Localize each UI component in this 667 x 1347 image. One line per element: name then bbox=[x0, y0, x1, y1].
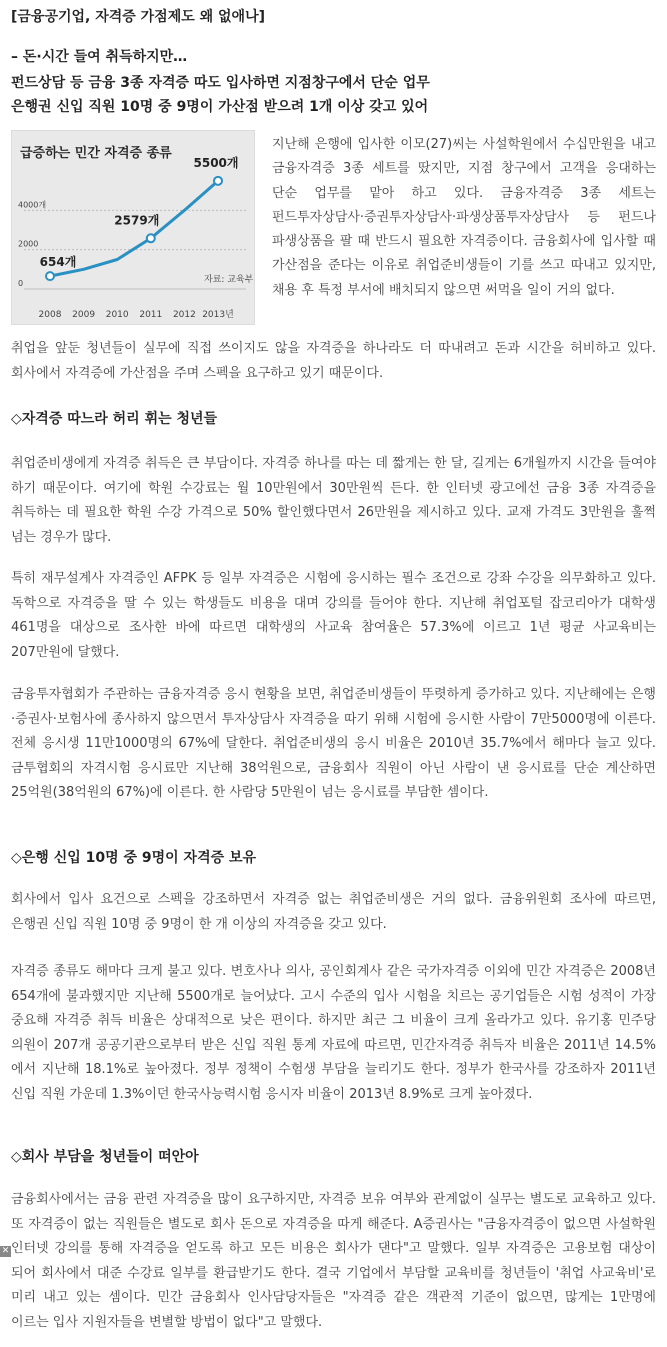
paragraph-6: 자격증 종류도 해마다 크게 불고 있다. 변호사나 의사, 공인회계사 같은 국가자격증 이외에 민간 자격증은 2008년 654개에 불과했지만 지난해 5500개로 늘어났다. 고시 수준의 입사 시험을 치르는 공기업들은 시험 성적이 가장 중요해 자격증 취득 비율은 상대적으로 낮은 편이다. 하지만 최근 그 비율이 크게 올라가고 있다. 유기홍 민주당 의원이 207개 공공기관으로부터 받은 신입 직원 통계 자료에 따르면, 민간자격증 취득자 비율은 2011년 14.5%에서 지난해 18.1%로 높아졌다. 정부 정책이 수험생 부담을 늘리기도 한다. 정부가 한국사를 강조하자 2011년 신입 직원 가운데 1.3%이던 한국사능력시험 응시자 비율이 2013년 8.9%로 크게 높아졌다. bbox=[11, 964, 656, 1102]
data-label: 5500개 bbox=[193, 155, 239, 170]
intro-paragraph: 지난해 은행에 입사한 이모(27)씨는 사설학원에서 수십만원을 내고 금융자격증 3종 세트를 땄지만, 지점 창구에서 고객을 응대하는 단순 업무를 맡아 하고 있다. 금융자격증 3종 세트는 펀드투자상담사·증권투자상담사·파생상품투자상담사 등 펀드나 파생상품을 팔 때 반드시 필요한 자격증이다. 금융회사에 입사할 때 가산점을 준다는 이유로 취업준비생들이 기를 쓰고 따내고 있지만, 채용 후 특정 부서에 배치되지 않으면 써먹을 일이 거의 없다. bbox=[272, 137, 656, 298]
close-icon[interactable]: ✕ bbox=[1, 1246, 10, 1256]
x-tick-label: 2009 bbox=[72, 310, 96, 320]
article-subtitle-3: 은행권 신입 직원 10명 중 9명이 가산점 받으려 1개 이상 갖고 있어 bbox=[11, 99, 429, 115]
data-label: 2579개 bbox=[114, 213, 160, 228]
paragraph-2: 취업준비생에게 자격증 취득은 큰 부담이다. 자격증 하나를 따는 데 짧게는 한 달, 길게는 6개월까지 시간을 들여야 하기 때문이다. 여기에 학원 수강료는 월 10만원에서 30만원씩 든다. 한 인터넷 광고에선 금융 3종 자격증을 취득하는 데 필요한 학원 수강 가격으로 50% 할인했다면서 26만원을 제시하고 있다. 교재 가격도 3만원을 훌쩍 넘는 경우가 많다. bbox=[11, 456, 656, 545]
chart-source: 자료: 교육부 bbox=[204, 275, 254, 285]
y-tick-label: 2000 bbox=[18, 239, 39, 249]
x-tick-label: 2010 bbox=[105, 310, 129, 320]
x-tick-label: 2008 bbox=[38, 310, 62, 320]
article-title: [금융공기업, 자격증 가점제도 왜 없애나] bbox=[11, 9, 265, 25]
section-heading-2: ◇은행 신입 10명 중 9명이 자격증 보유 bbox=[11, 850, 257, 866]
x-tick-label: 2013년 bbox=[202, 310, 234, 320]
chart-figure bbox=[11, 130, 255, 325]
data-point bbox=[147, 234, 155, 242]
line-chart bbox=[12, 131, 254, 324]
paragraph-3: 특히 재무설계사 자격증인 AFPK 등 일부 자격증은 시험에 응시하는 필수 조건으로 강좌 수강을 의무화하고 있다. 독학으로 자격증을 딸 수 있는 학생들도 비용을 대며 강의를 들어야 한다. 지난해 취업포털 잡코리아가 대학생 461명을 대상으로 조사한 바에 따르면 대학생의 사교육 참여율은 57.3%에 이르고 1년 평균 사교육비는 207만원에 달했다. bbox=[11, 571, 656, 660]
section-heading-1: ◇자격증 따느라 허리 휘는 청년들 bbox=[11, 411, 218, 427]
article-subtitle-2: 펀드상담 등 금융 3종 자격증 따도 입사하면 지점창구에서 단순 업무 bbox=[11, 75, 430, 91]
y-tick-label: 0 bbox=[18, 279, 24, 288]
article-subtitle-1: – 돈·시간 들여 취득하지만… bbox=[11, 49, 188, 65]
data-point bbox=[214, 177, 222, 185]
section-heading-3: ◇회사 부담을 청년들이 떠안아 bbox=[11, 1149, 199, 1165]
x-tick-label: 2011 bbox=[139, 310, 163, 320]
paragraph-5: 회사에서 입사 요건으로 스펙을 강조하면서 자격증 없는 취업준비생은 거의 없다. 금융위원회 조사에 따르면, 은행권 신입 직원 10명 중 9명이 한 개 이상의 자격증을 갖고 있다. bbox=[11, 892, 656, 932]
data-label: 654개 bbox=[39, 255, 77, 270]
paragraph-4: 금융투자협회가 주관하는 금융자격증 응시 현황을 보면, 취업준비생들이 뚜렷하게 증가하고 있다. 지난해에는 은행·증권사·보험사에 종사하지 않으면서 투자상담사 자격증을 따기 위해 시험에 응시한 사람이 7만5000명에 이른다. 전체 응시생 11만1000명의 67%에 달한다. 취업준비생의 응시 비율은 2010년 35.7%에서 해마다 늘고 있다. 금투협회의 자격시험 응시료만 지난해 38억원으로, 금융회사 직원이 아닌 사람이 낸 응시료를 단순 계산하면 25억원(38억원의 67%)에 이른다. 한 사람당 5만원이 넘는 응시료를 부담한 셈이다. bbox=[11, 687, 656, 800]
paragraph-1: 취업을 앞둔 청년들이 실무에 직접 쓰이지도 않을 자격증을 하나라도 더 따내려고 돈과 시간을 허비하고 있다. 회사에서 자격증에 가산점을 주며 스펙을 요구하고 있기 때문이다. bbox=[11, 341, 656, 381]
y-tick-label: 4000개 bbox=[18, 200, 47, 210]
paragraph-7: 금융회사에서는 금융 관련 자격증을 많이 요구하지만, 자격증 보유 여부와 관계없이 실무는 별도로 교육하고 있다. 또 자격증이 없는 직원들은 별도로 회사 돈으로 자격증을 따게 해준다. A증권사는 "금융자격증이 없으면 사설학원 인터넷 강의를 통해 자격증을 얻도록 하고 모든 비용은 회사가 댄다"고 말했다. 일부 자격증은 고용보험 대상이 되어 회사에서 대준 수강료 일부를 환급받기도 한다. 결국 기업에서 부담할 교육비를 청년들이 '취업 사교육비'로 미리 내고 있는 셈이다. 민간 금융회사 인사담당자들은 "자격증 같은 객관적 기준이 없으면, 많게는 1만명에 이르는 입사 지원자들을 변별할 방법이 없다"고 말했다. bbox=[11, 1192, 656, 1330]
x-tick-label: 2012 bbox=[172, 310, 196, 320]
data-point bbox=[46, 272, 54, 280]
chart-title: 급증하는 민간 자격증 종류 bbox=[20, 146, 172, 161]
